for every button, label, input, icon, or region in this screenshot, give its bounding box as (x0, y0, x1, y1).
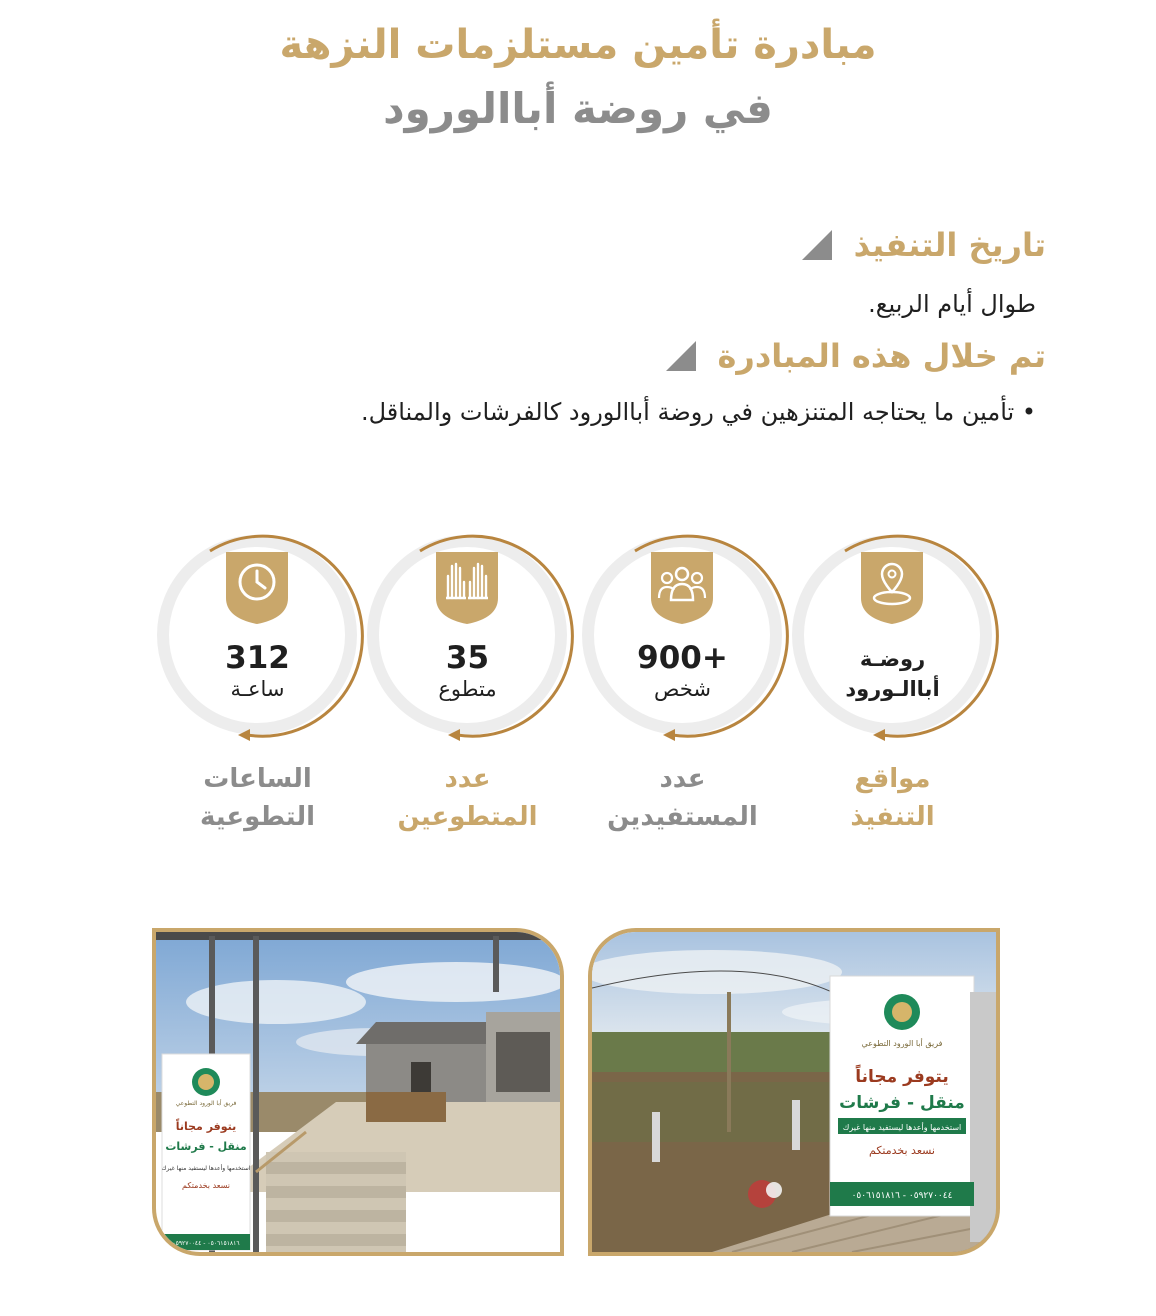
stat-location-value (785, 644, 1000, 704)
stat-caption (150, 760, 365, 836)
stat-ring (150, 520, 365, 750)
raised-hands-icon (432, 548, 502, 626)
sign-line3: استخدمها وأعدها ليستفيد منها غيرك (161, 1165, 251, 1172)
stat-unit: شخص (654, 677, 711, 701)
stat-value: 35 (445, 640, 490, 676)
sign-line4: نسعد بخدمتكم (869, 1144, 935, 1157)
stat-caption-line1: مواقع (854, 764, 931, 794)
sign-phone: ٠٥٠٦١٥١٨١٦ - ٠٥٩٢٧٠٠٤٤ (172, 1240, 240, 1247)
photo-field (588, 928, 1000, 1256)
section-heading-label: تم خلال هذه المبادرة (717, 337, 1046, 375)
stat-caption-line2: التطوعية (199, 802, 316, 832)
sign-line2: منقل - فرشات (165, 1140, 247, 1153)
section-heading-date (800, 226, 1046, 264)
people-icon (647, 548, 717, 626)
stat-value: 312 (225, 640, 290, 676)
stat-caption (360, 760, 575, 836)
stat-unit: متطوع (438, 677, 497, 701)
stats-row (150, 520, 1010, 840)
stat-caption-line1: الساعات (203, 764, 312, 794)
stat-value: 900+ (637, 640, 728, 676)
stat-unit: ساعـة (230, 677, 285, 701)
section-text-date: طوال أيام الربيع. (868, 290, 1036, 318)
sign-line2: منقل - فرشات (839, 1093, 965, 1113)
stat-ring (575, 520, 790, 750)
location-icon (857, 548, 927, 626)
sign-line4: نسعد بخدمتكم (182, 1181, 230, 1190)
stat-beneficiaries (575, 520, 790, 840)
triangle-marker-icon (664, 339, 698, 373)
page-subtitle: في روضة أباالورود (383, 84, 773, 133)
section-heading-activities (664, 337, 1046, 375)
stat-caption-line2: التنفيذ (850, 802, 935, 832)
stat-caption-line2: المستفيدين (607, 802, 758, 832)
sign-team: فريق أبا الورود التطوعي (175, 1100, 237, 1107)
stat-caption (575, 760, 790, 836)
section-text-activities: • تأمين ما يحتاجه المتنزهين في روضة أباالورود كالفرشات والمناقل. (360, 398, 1036, 426)
sign-phone: ٠٥٩٢٧٠٠٤٤ - ٠٥٠٦١٥١٨١٦ (851, 1191, 953, 1201)
stat-caption-line1: عدد (444, 764, 491, 794)
stat-ring (360, 520, 575, 750)
section-heading-label: تاريخ التنفيذ (853, 226, 1046, 264)
stat-caption-line2: المتطوعين (397, 802, 538, 832)
sign-line1: يتوفر مجاناً (855, 1067, 949, 1087)
page-title: مبادرة تأمين مستلزمات النزهة (279, 22, 877, 68)
stat-caption-line1: عدد (659, 764, 706, 794)
stat-caption (785, 760, 1000, 836)
stat-ring (785, 520, 1000, 750)
stat-location-line1: روضـة (859, 647, 926, 671)
stat-locations (785, 520, 1000, 840)
sign-team: فريق أبا الورود التطوعي (861, 1039, 943, 1048)
stat-volunteers (360, 520, 575, 840)
sign-line3: استخدمها وأعدها ليستفيد منها غيرك (842, 1123, 962, 1132)
stat-hours (150, 520, 365, 840)
photo-gallery (152, 928, 1000, 1256)
sign-line1: يتوفر مجاناً (175, 1120, 237, 1133)
clock-icon (222, 548, 292, 626)
triangle-marker-icon (800, 228, 834, 262)
photo-entrance (152, 928, 564, 1256)
stat-location-line2: أباالـورود (845, 677, 940, 701)
